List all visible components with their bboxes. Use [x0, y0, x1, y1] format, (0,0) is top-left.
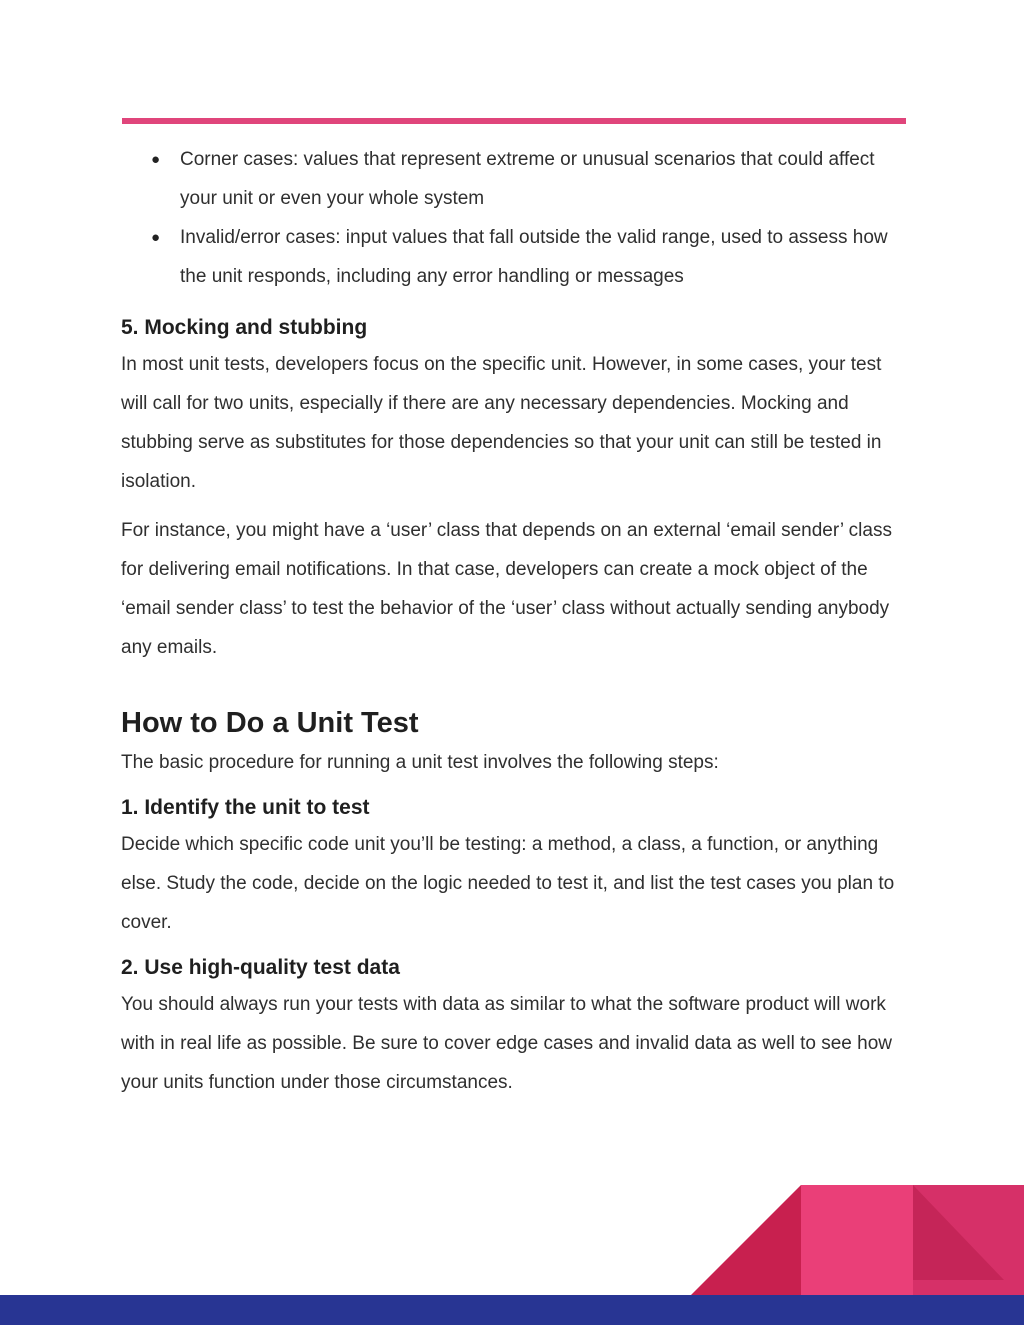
step-heading: 1. Identify the unit to test: [121, 796, 370, 819]
list-item: [121, 140, 911, 218]
document-body: [121, 140, 911, 1102]
bullet-text: Invalid/error cases: input values that fall outside the valid range, used to assess how the unit responds, including any error handling or messages: [180, 227, 888, 287]
section-heading: 5. Mocking and stubbing: [121, 316, 368, 339]
section-title: How to Do a Unit Test: [121, 707, 419, 739]
deco-block-middle: [801, 1185, 913, 1295]
bullet-icon: ●: [151, 151, 161, 168]
header-accent-rule: [122, 118, 906, 124]
bullet-text: Corner cases: values that represent extreme or unusual scenarios that could affect your unit or even your whole system: [180, 149, 875, 209]
section-how-to: [121, 705, 911, 1102]
step-heading: 2. Use high-quality test data: [121, 956, 400, 979]
list-item: [121, 218, 911, 296]
paragraph: In most unit tests, developers focus on the specific unit. However, in some cases, your test will call for two units, especially if there are any necessary dependencies. Mocking and stubbing serve as substitutes for those dependencies so that your unit can still be tested in isolation.: [121, 354, 882, 492]
step-identify-unit: [121, 794, 911, 942]
bullet-icon: ●: [151, 229, 161, 246]
paragraph: Decide which specific code unit you’ll be testing: a method, a class, a function, or anything else. Study the code, decide on the logic needed to test it, and list the test cases you plan to cover.: [121, 834, 895, 933]
deco-triangle-left: [691, 1185, 801, 1295]
footer-bar: [0, 1295, 1024, 1325]
paragraph: You should always run your tests with data as similar to what the software product will work with in real life as possible. Be sure to cover edge cases and invalid data as well to see how your units function under those circumstances.: [121, 994, 892, 1093]
case-bullet-list: [121, 140, 911, 296]
step-test-data: [121, 954, 911, 1102]
intro-paragraph: The basic procedure for running a unit test involves the following steps:: [121, 752, 719, 773]
paragraph: For instance, you might have a ‘user’ class that depends on an external ‘email sender’ class for delivering email notifications. In that case, developers can create a mock object of the ‘email sender class’ to test the behavior of the ‘user’ class without actually sending anybody any emails.: [121, 520, 892, 658]
corner-decoration: [684, 1185, 1024, 1295]
section-mocking: [121, 314, 911, 667]
